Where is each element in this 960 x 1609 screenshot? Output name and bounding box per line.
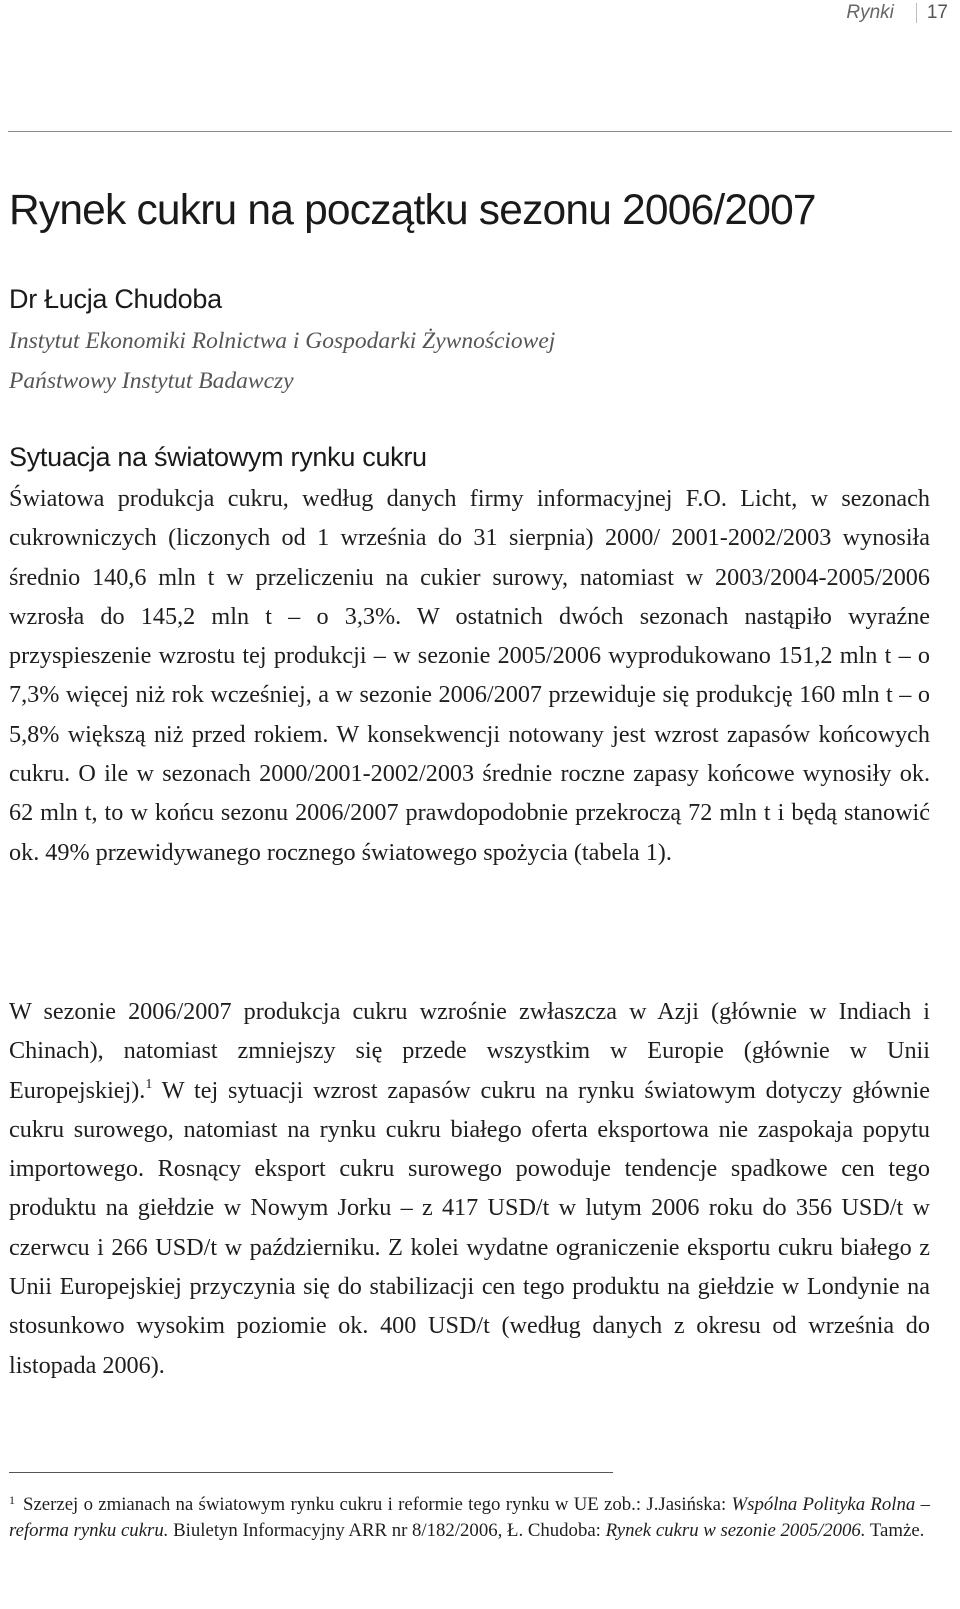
running-head-divider	[916, 3, 917, 23]
running-head-section: Rynki	[846, 2, 894, 23]
footnote-cited-title-1: Wspólna Polityka Rolna – reforma rynku cukru.	[9, 1494, 930, 1541]
footnote-cited-title-2: Rynek cukru w sezonie 2005/2006.	[605, 1520, 866, 1541]
footnote-rule	[9, 1472, 613, 1473]
article-title: Rynek cukru na początku sezonu 2006/2007	[9, 187, 816, 234]
header-rule	[8, 131, 952, 132]
footnote-text-1: Szerzej o zmianach na światowym rynku cukru i reformie tego rynku w UE zob.: J.Jasińska:	[23, 1494, 732, 1515]
footnote-number: 1	[9, 1493, 15, 1507]
page-number: 17	[926, 2, 948, 23]
body-paragraph-1: Światowa produkcja cukru, według danych firmy informacyjnej F.O. Licht, w sezonach cukrowniczych (liczonych od 1 września do 31 sierpnia) 2000/ 2001-2002/2003 wynosiła średnio 140,6 mln t w przeliczeniu na cukier surowy, natomiast w 2003/2004-2005/2006 wzrosła do 145,2 mln t – o 3,3%. W ostatnich dwóch sezonach nastąpiło wyraźne przyspieszenie wzrostu tej produkcji – w sezonie 2005/2006 wyprodukowano 151,2 mln t – o 7,3% więcej niż rok wcześniej, a w sezonie 2006/2007 przewiduje się produkcję 160 mln t – o 5,8% większą niż przed rokiem. W konsekwencji notowany jest wzrost zapasów końcowych cukru. O ile w sezonach 2000/2001-2002/2003 średnie roczne zapasy końcowe wynosiły ok. 62 mln t, to w końcu sezonu 2006/2007 prawdopodobnie przekroczą 72 mln t i będą stanowić ok. 49% przewidywanego rocznego światowego spożycia (tabela 1).	[9, 485, 930, 866]
running-head	[846, 0, 948, 26]
footnote	[9, 1492, 930, 1544]
affiliation-type: Państwowy Instytut Badawczy	[9, 368, 294, 394]
footnote-text-2: Biuletyn Informacyjny ARR nr 8/182/2006, Ł. Chudoba:	[168, 1520, 606, 1541]
footnote-reference[interactable]: 1	[145, 1076, 153, 1092]
paragraph-2-text-b: W tej sytuacji wzrost zapasów cukru na rynku światowym dotyczy głównie cukru surowego, natomiast na rynku cukru białego oferta eksportowa nie zaspokaja popytu importowego. Rosnący eksport cukru surowego powoduje tendencje spadkowe cen tego produktu na giełdzie w Nowym Jorku – z 417 USD/t w lutym 2006 roku do 356 USD/t w czerwcu i 266 USD/t w październiku. Z kolei wydatne ograniczenie eksportu cukru białego z Unii Europejskiej przyczynia się do stabilizacji cen tego produktu na giełdzie w Londynie na stosunkowo wysokim poziomie ok. 400 USD/t (według danych z okresu od września do listopada 2006).	[9, 1076, 930, 1379]
footnote-text-3: Tamże.	[865, 1520, 925, 1541]
affiliation-institute: Instytut Ekonomiki Rolnictwa i Gospodarki Żywnościowej	[9, 328, 556, 354]
paragraph-2-text-a: W sezonie 2006/2007 produkcja cukru wzrośnie zwłaszcza w Azji (głównie w Indiach i Chinach), natomiast zmniejszy się przede wszystkim w Europie (głównie w Unii Europejskiej).	[9, 998, 930, 1104]
body-paragraph-2	[9, 992, 930, 1385]
section-heading: Sytuacja na światowym rynku cukru	[9, 442, 427, 472]
author-name: Dr Łucja Chudoba	[9, 284, 222, 314]
